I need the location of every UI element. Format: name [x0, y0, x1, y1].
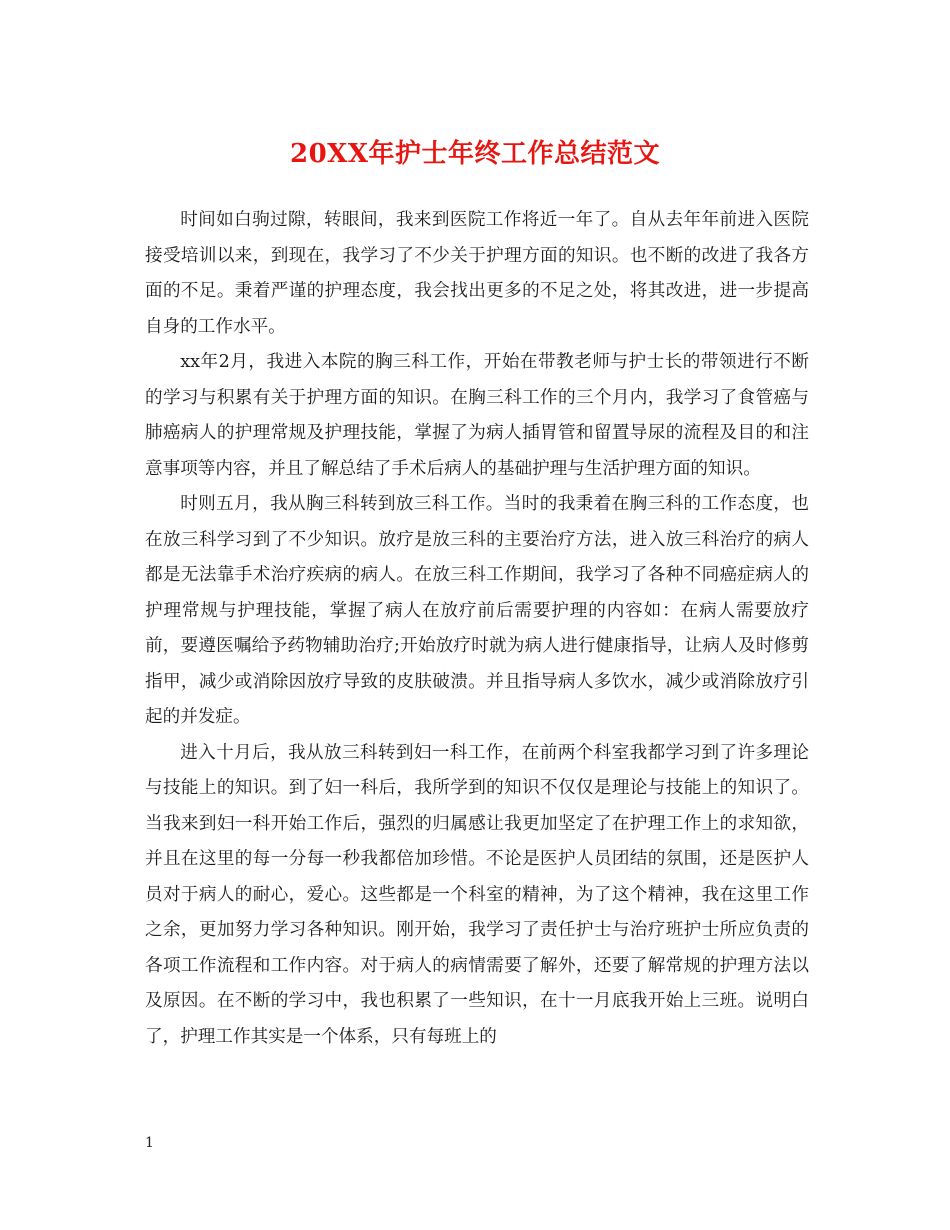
- paragraph: 进入十月后，我从放三科转到妇一科工作，在前两个科室我都学习到了许多理论与技能上的知识。到了妇一科后，我所学到的知识不仅仅是理论与技能上的知识了。当我来到妇一科开始工作后，强烈的归属感让我更加坚定了在护理工作上的求知欲，并且在这里的每一分每一秒我都倍加珍惜。不论是医护人员团结的氛围，还是医护人员对于病人的耐心，爱心。这些都是一个科室的精神，为了这个精神，我在这里工作之余，更加努力学习各种知识。刚开始，我学习了责任护士与治疗班护士所应负责的各项工作流程和工作内容。对于病人的病情需要了解外，还要了解常规的护理方法以及原因。在不断的学习中，我也积累了一些知识，在十一月底我开始上三班。说明白了，护理工作其实是一个体系，只有每班上的: [145, 742, 809, 1047]
- document-title: 20XX年护士年终工作总结范文: [289, 139, 661, 169]
- page-number: 1: [145, 1135, 154, 1151]
- document-body: [145, 203, 809, 1055]
- paragraph: xx年2月，我进入本院的胸三科工作，开始在带教老师与护士长的带领进行不断的学习与积累有关于护理方面的知识。在胸三科工作的三个月内，我学习了食管癌与肺癌病人的护理常规及护理技能，掌握了为病人插胃管和留置导尿的流程及目的和注意事项等内容，并且了解总结了手术后病人的基础护理与生活护理方面的知识。: [145, 352, 809, 479]
- paragraph: 时则五月，我从胸三科转到放三科工作。当时的我秉着在胸三科的工作态度，也在放三科学习到了不少知识。放疗是放三科的主要治疗方法，进入放三科治疗的病人都是无法靠手术治疗疾病的病人。在放三科工作期间，我学习了各种不同癌症病人的护理常规与护理技能，掌握了病人在放疗前后需要护理的内容如：在病人需要放疗前，要遵医嘱给予药物辅助治疗;开始放疗时就为病人进行健康指导，让病人及时修剪指甲，减少或消除因放疗导致的皮肤破溃。并且指导病人多饮水，减少或消除放疗引起的并发症。: [145, 494, 809, 727]
- paragraph: 时间如白驹过隙，转眼间，我来到医院工作将近一年了。自从去年年前进入医院接受培训以来，到现在，我学习了不少关于护理方面的知识。也不断的改进了我各方面的不足。秉着严谨的护理态度，我会找出更多的不足之处，将其改进，进一步提高自身的工作水平。: [145, 210, 809, 337]
